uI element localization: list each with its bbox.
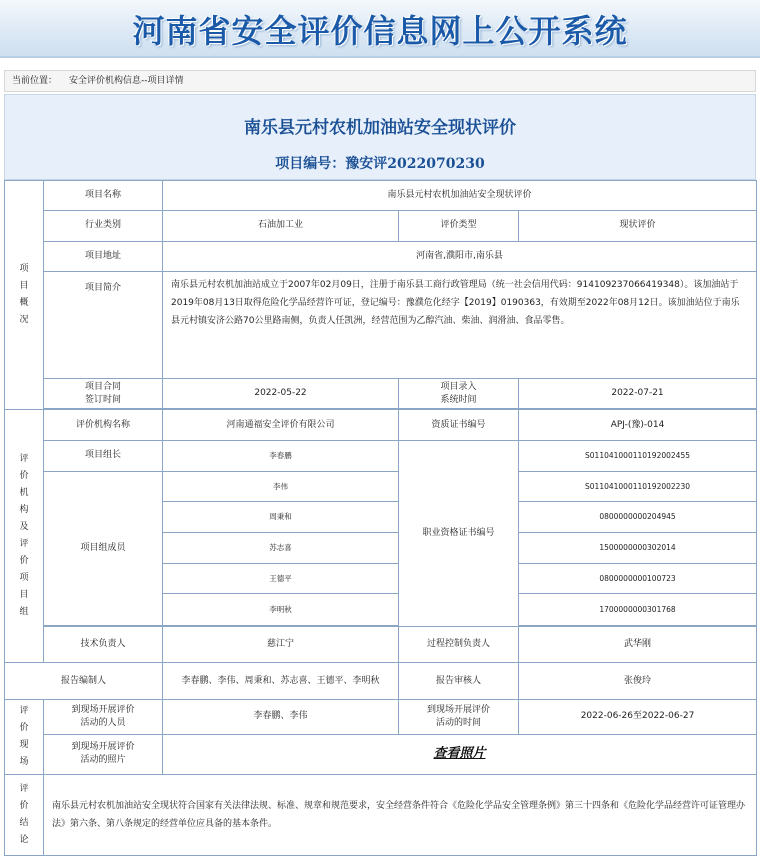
member-name: 王德平 [163,563,399,593]
author-value: 李春鹏、李伟、周秉和、苏志喜、王德平、李明秋 [163,662,399,699]
breadcrumb [4,70,756,92]
project-name: 南乐县元村农机加油站安全现状评价 [163,181,757,211]
project-number: 项目编号：豫安评2022070230 [275,156,485,172]
address-label: 项目地址 [44,241,163,271]
members-label: 项目组成员 [44,471,163,625]
address-value: 河南省,濮阳市,南乐县 [163,241,757,271]
entry-date: 2022-07-21 [519,379,757,409]
breadcrumb-label: 当前位置： [12,76,58,86]
contract-label: 项目合同 签订时间 [44,379,163,409]
site-title: 河南省安全评价信息网上公开系统 [132,12,628,50]
author-label: 报告编制人 [5,662,163,699]
site-banner [0,0,760,58]
member-cert: S011041000110192002230 [519,471,757,501]
contract-date: 2022-05-22 [163,379,399,409]
member-name: 李明秋 [163,594,399,625]
visit-time-label: 到现场开展评价 活动的时间 [399,700,519,734]
project-detail-table [4,180,757,856]
member-cert: 1700000000301768 [519,594,757,625]
entry-label: 项目录入 系统时间 [399,379,519,409]
name-label: 项目名称 [44,181,163,211]
intro-label: 项目简介 [44,271,163,378]
tech-label: 技术负责人 [44,626,163,662]
member-cert: 0800000000204945 [519,502,757,532]
member-name: 李春鹏 [163,440,399,471]
photo-label: 到现场开展评价 活动的照片 [44,734,163,774]
breadcrumb-link[interactable]: 安全评价机构信息--项目详情 [69,76,184,86]
section-org: 评 价 机 构 及 评 价 项 目 组 [5,410,44,663]
member-name: 李伟 [163,471,399,501]
member-cert: S011041000110192002455 [519,440,757,471]
section-conclusion: 评 价 结 论 [5,775,44,856]
visit-time-value: 2022-06-26至2022-06-27 [519,700,757,734]
view-photos-link[interactable]: 查看照片 [433,745,486,761]
industry-value: 石油加工业 [163,211,399,241]
reviewer-value: 张俊玲 [519,662,757,699]
reviewer-label: 报告审核人 [399,662,519,699]
project-header [4,94,756,180]
tech-value: 慈江宁 [163,626,399,662]
section-overview: 项 目 概 况 [5,181,44,410]
staff-value: 李春鹏、李伟 [163,700,399,734]
org-label: 评价机构名称 [44,410,163,440]
type-label: 评价类型 [399,211,519,241]
conclusion-text: 南乐县元村农机加油站安全现状符合国家有关法律法规、标准、规章和规范要求，安全经营条件符合《危险化学品安全管理条例》第三十四条和《危险化学品经营许可证管理办法》第六条、第八条规定的经营单位应具备的基本条件。 [44,775,757,856]
member-name: 苏志喜 [163,532,399,563]
process-value: 武华刚 [519,626,757,662]
section-site: 评 价 现 场 [5,700,44,775]
member-cert: 0800000000100723 [519,563,757,593]
industry-label: 行业类别 [44,211,163,241]
qual-label: 职业资格证书编号 [399,440,519,626]
member-name: 周秉和 [163,502,399,532]
leader-label: 项目组长 [44,440,163,471]
member-cert: 1500000000302014 [519,532,757,563]
process-label: 过程控制负责人 [399,626,519,662]
staff-label: 到现场开展评价 活动的人员 [44,700,163,734]
cert-label: 资质证书编号 [399,410,519,440]
type-value: 现状评价 [519,211,757,241]
project-title: 南乐县元村农机加油站安全现状评价 [244,118,516,138]
cert-value: APJ-(豫)-014 [519,410,757,440]
org-name: 河南通福安全评价有限公司 [163,410,399,440]
photo-cell [163,734,757,774]
intro-text: 南乐县元村农机加油站成立于2007年02月09日，注册于南乐县工商行政管理局（统一社会信用代码：914109237066419348）。该加油站于2019年08月13日取得危险化学品经营许可证，登记编号：豫濮危化经字【2019】0190363，有效期至2022年08月12日。该加油站位于南乐县元村镇安济公路70公里路南侧，负责人任凯洲，经营范围为乙醇汽油、柴油、润滑油、食品零售。 [163,271,757,378]
